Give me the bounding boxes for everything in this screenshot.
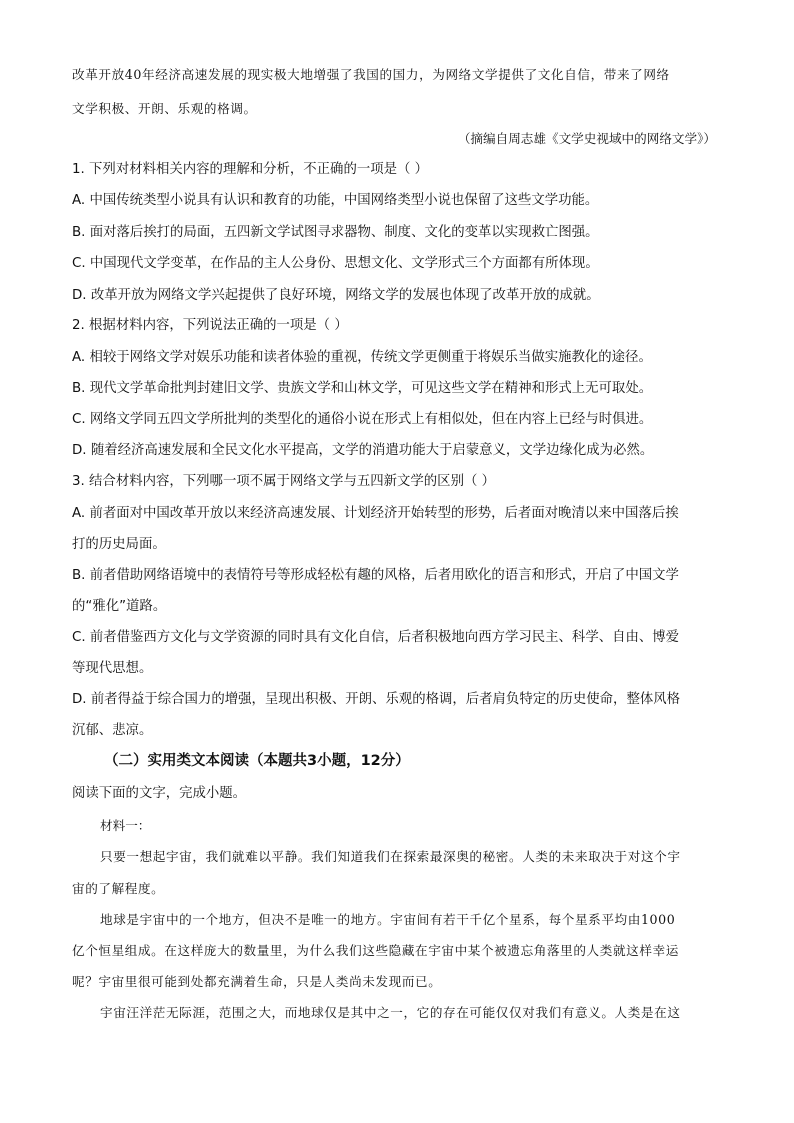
question-3-option-a-cont: 打的历史局面。	[72, 537, 166, 552]
passage-line: 宇宙汪洋茫无际涯，范围之大，而地球仅是其中之一，它的存在可能仅仅对我们有意义。人类是在这	[100, 1005, 681, 1020]
question-1-option-d: D. 改革开放为网络文学兴起提供了良好环境，网络文学的发展也体现了改革开放的成就。	[72, 288, 600, 303]
question-3-option-d-cont: 沉郁、悲凉。	[72, 723, 153, 738]
question-3-option-d: D. 前者得益于综合国力的增强，呈现出积极、开朗、乐观的格调，后者肩负特定的历史使命，整体风格	[72, 692, 681, 707]
question-2-option-d: D. 随着经济高速发展和全民文化水平提高，文学的消遣功能大于启蒙意义，文学边缘化成为必然。	[72, 443, 654, 458]
passage-source: （摘编自周志雄《文学史视域中的网络文学》）	[457, 131, 716, 146]
question-1-option-c: C. 中国现代文学变革，在作品的主人公身份、思想文化、文学形式三个方面都有所体现。	[72, 256, 599, 271]
question-3-stem: 3. 结合材料内容，下列哪一项不属于网络文学与五四新文学的区别（ ）	[72, 474, 496, 489]
passage-line: 地球是宇宙中的一个地方，但决不是唯一的地方。宇宙间有若干千亿个星系，每个星系平均由1000	[100, 912, 676, 927]
passage-line: 改革开放40年经济高速发展的现实极大地增强了我国的国力，为网络文学提供了文化自信，带来了网络	[72, 67, 670, 82]
question-2-option-a: A. 相较于网络文学对娱乐功能和读者体验的重视，传统文学更侧重于将娱乐当做实施教化的途径。	[72, 350, 652, 365]
passage-line: 宙的了解程度。	[72, 881, 165, 896]
question-3-option-b-cont: 的“雅化”道路。	[72, 599, 167, 614]
passage-line: 文学积极、开朗、乐观的格调。	[72, 101, 257, 116]
passage-line: 亿个恒星组成。在这样庞大的数量里，为什么我们这些隐藏在宇宙中某个被遗忘角落里的人类就这样幸运	[72, 943, 679, 958]
question-2-stem: 2. 根据材料内容，下列说法正确的一项是（ ）	[72, 318, 348, 333]
question-2-option-c: C. 网络文学同五四文学所批判的类型化的通俗小说在形式上有相似处，但在内容上已经与时俱进。	[72, 412, 653, 427]
question-3-option-b: B. 前者借助网络语境中的表情符号等形成轻松有趣的风格，后者用欧化的语言和形式，开启了中国文学	[72, 568, 679, 583]
question-3-option-a: A. 前者面对中国改革开放以来经济高速发展、计划经济开始转型的形势，后者面对晚清以来中国落后挨	[72, 506, 679, 521]
question-2-option-b: B. 现代文学革命批判封建旧文学、贵族文学和山林文学，可见这些文学在精神和形式上无可取处。	[72, 381, 653, 396]
material-label: 材料一：	[100, 818, 151, 833]
question-1-option-a: A. 中国传统类型小说具有认识和教育的功能，中国网络类型小说也保留了这些文学功能。	[72, 193, 599, 208]
question-1-option-b: B. 面对落后挨打的局面，五四新文学试图寻求器物、制度、文化的变革以实现救亡图强。	[72, 225, 599, 240]
question-1-stem: 1. 下列对材料相关内容的理解和分析，不正确的一项是（ ）	[72, 162, 429, 177]
passage-line: 呢？宇宙里很可能到处都充满着生命，只是人类尚未发现而已。	[72, 974, 442, 989]
section-instruction: 阅读下面的文字，完成小题。	[72, 786, 247, 801]
question-3-option-c: C. 前者借鉴西方文化与文学资源的同时具有文化自信，后者积极地向西方学习民主、科学、自由、博爱	[72, 630, 680, 645]
passage-line: 只要一想起宇宙，我们就难以平静。我们知道我们在探索最深奥的秘密。人类的未来取决于对这个宇	[100, 849, 681, 864]
question-3-option-c-cont: 等现代思想。	[72, 661, 153, 676]
section-heading: （二）实用类文本阅读（本题共3小题，12分）	[104, 753, 410, 769]
